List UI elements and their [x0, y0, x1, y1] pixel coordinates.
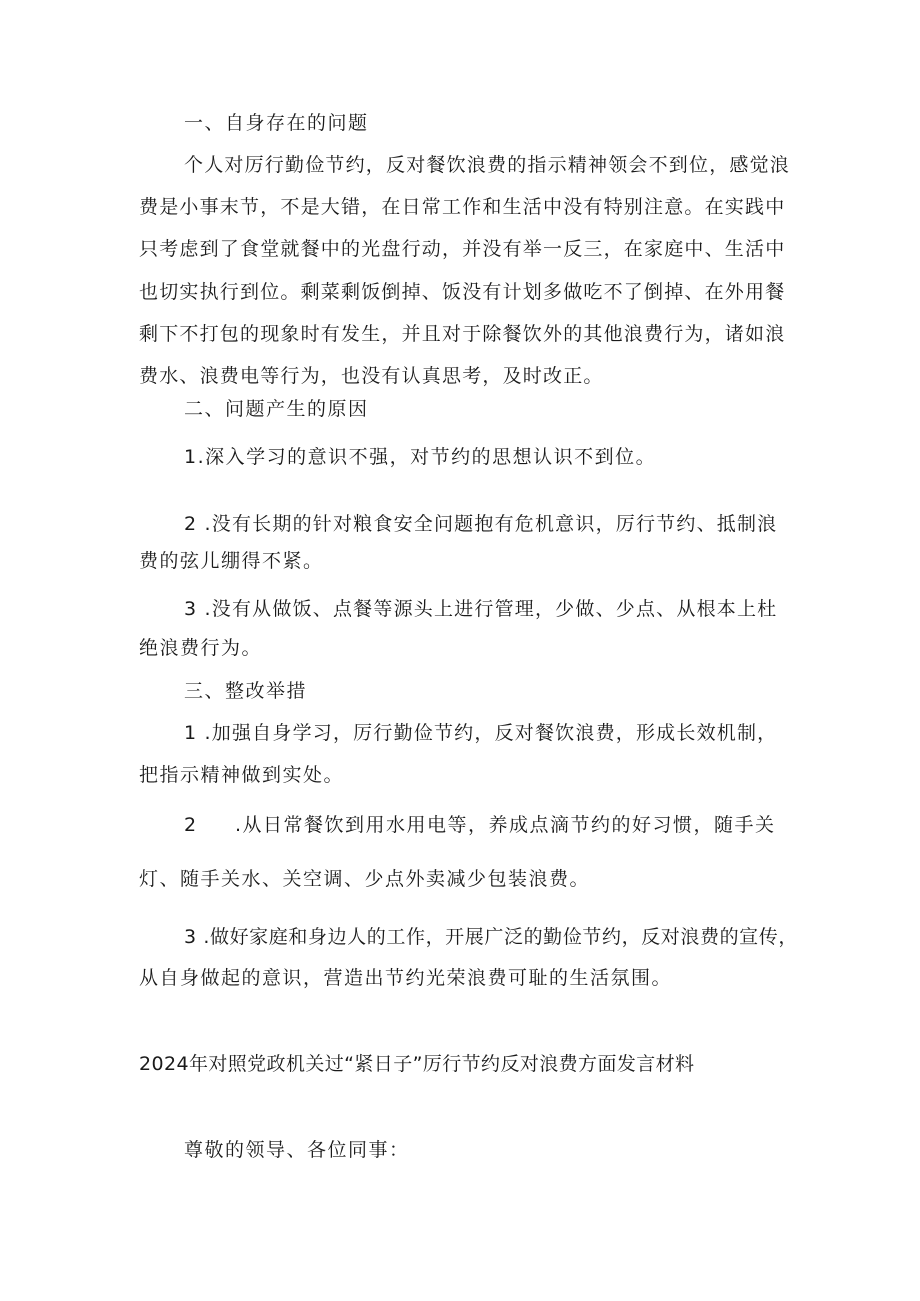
section1-paragraph-line: 剩下不打包的现象时有发生，并且对于除餐饮外的其他浪费行为，诸如浪: [139, 323, 786, 345]
section3-item1-line: 1 .加强自身学习，厉行勤俭节约，反对餐饮浪费，形成长效机制，: [184, 722, 778, 744]
section3-item3-line: 3 .做好家庭和身边人的工作，开展广泛的勤俭节约，反对浪费的宣传，: [184, 926, 798, 948]
section1-paragraph-line: 只考虑到了食堂就餐中的光盘行动，并没有举一反三，在家庭中、生活中: [139, 238, 786, 260]
section1-paragraph-line: 费是小事末节，不是大错，在日常工作和生活中没有特别注意。在实践中: [139, 196, 786, 218]
section3-item2-line: 灯、随手关水、关空调、少点外卖减少包装浪费。: [139, 868, 591, 890]
section3-item3-line: 从自身做起的意识，营造出节约光荣浪费可耻的生活氛围。: [139, 967, 673, 989]
section2-item2-line: 2 .没有长期的针对粮食安全问题抱有危机意识，厉行节约、抵制浪: [184, 513, 778, 535]
section1-paragraph-line: 也切实执行到位。剩菜剩饭倒掉、饭没有计划多做吃不了倒掉、在外用餐: [139, 281, 786, 303]
section2-item2-line: 费的弦儿绷得不紧。: [139, 550, 324, 572]
section1-heading: 一、自身存在的问题: [184, 112, 369, 134]
section2-item3-line: 3 .没有从做饭、点餐等源头上进行管理，少做、少点、从根本上杜: [184, 598, 778, 620]
section3-heading: 三、整改举措: [184, 680, 308, 702]
section2-item3-line: 绝浪费行为。: [139, 637, 263, 659]
section3-item2-number: 2: [184, 814, 198, 836]
section3-item1-line: 把指示精神做到实处。: [139, 764, 345, 786]
salutation: 尊敬的领导、各位同事：: [184, 1139, 410, 1161]
section1-paragraph-line: 个人对厉行勤俭节约，反对餐饮浪费的指示精神领会不到位，感觉浪: [184, 154, 791, 176]
section2-item1: 1.深入学习的意识不强，对节约的思想认识不到位。: [184, 446, 657, 468]
section3-item2-line: .从日常餐饮到用水用电等，养成点滴节约的好习惯，随手关: [235, 814, 776, 836]
document-title: 2024年对照党政机关过“紧日子”厉行节约反对浪费方面发言材料: [139, 1053, 695, 1075]
section1-paragraph-line: 费水、浪费电等行为，也没有认真思考，及时改正。: [139, 365, 604, 387]
section2-heading: 二、问题产生的原因: [184, 398, 369, 420]
